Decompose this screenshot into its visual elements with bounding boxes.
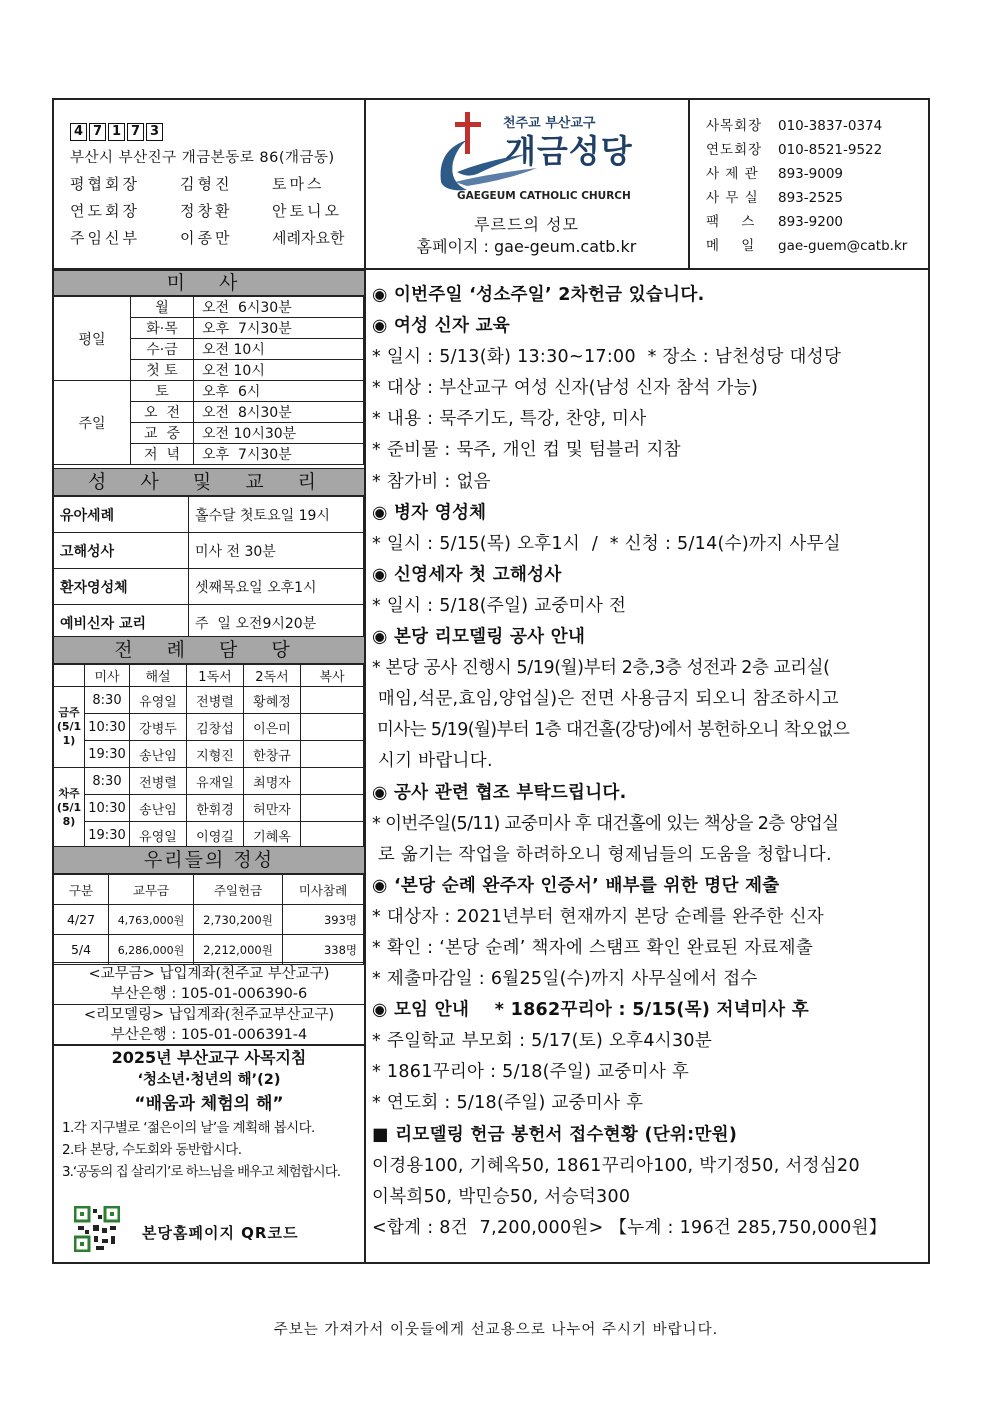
offering-table: 구분 교무금 주일헌금 미사참례 4/27 4,763,000원 2,730,200원 393명 5/4 6,286,000원 2,212,000원 338명 [54, 874, 364, 965]
notice-line: * 일시 : 5/13(화) 13:30~17:00 * 장소 : 남천성당 대성당 [372, 347, 842, 368]
mass-schedule-table: 평일 월 오전 6시30분 화·목 오후 7시30분 수·금 오전 10시 첫 토 오전 10시 주일 토 오후 6시 오 전 오전 8시30분 교 중 오전 10시30분 저 녁 오후 7시30분 [54, 296, 364, 465]
mass-section-title: 미 사 [54, 270, 364, 296]
notices [366, 270, 930, 1244]
contact-row: 사목회장 010-3837-0374 [706, 118, 883, 134]
notice-line: 미사는 5/19(월)부터 1층 대건홀(강당)에서 봉헌하오니 착오없으 [372, 720, 850, 741]
contact-list [690, 100, 930, 268]
tithe-account-number: 부산은행 : 105-01-006390-6 [110, 986, 308, 1002]
notice-heading: ◉ 신영세자 첫 고해성사 [372, 564, 562, 585]
contact-row: 사 무 실 893-2525 [706, 190, 843, 206]
notice-line: * 제출마감일 : 6월25일(수)까지 사무실에서 접수 [372, 969, 758, 990]
bulletin-frame [52, 98, 930, 1264]
notice-heading: ◉ 공사 관련 협조 부탁드립니다. [372, 782, 627, 803]
footer-note: 주보는 가져가서 이웃들에게 선교용으로 나누어 주시기 바랍니다. [273, 1322, 719, 1338]
qr-code-icon[interactable] [74, 1206, 120, 1252]
guideline-title: 2025년 부산교구 사목지침 [111, 1048, 307, 1067]
weekday-label: 평일 [54, 297, 131, 381]
tithe-account-title: <교무금> 납입계좌(천주교 부산교구) [88, 966, 330, 982]
notice-heading: ◉ 여성 신자 교육 [372, 316, 510, 337]
notice-line: * 주일학교 부모회 : 5/17(토) 오후4시30분 [372, 1031, 713, 1052]
parish-info [54, 100, 364, 268]
offering-section-title: 우리들의 정성 [54, 846, 364, 874]
person-row: 주임신부 이종만 세례자요한 [70, 229, 345, 247]
notice-line: * 대상자 : 2021년부터 현재까지 본당 순례를 완주한 신자 [372, 906, 824, 927]
notice-line: 로 옮기는 작업을 하려하오니 형제님들의 도움을 청합니다. [372, 844, 832, 865]
notice-line: * 일시 : 5/18(주일) 교중미사 전 [372, 595, 627, 616]
notice-heading: ◉ ‘본당 순례 완주자 인증서’ 배부를 위한 명단 제출 [372, 875, 780, 896]
notice-heading: ◉ 병자 영성체 [372, 502, 487, 523]
notice-line: * 참가비 : 없음 [372, 471, 491, 492]
notice-line: <합계 : 8건 7,200,000원> 【누계 : 196건 285,750,000원】 [372, 1217, 887, 1238]
accounts-block [54, 962, 364, 1047]
sunday-label: 주일 [54, 381, 131, 465]
pastoral-guideline [54, 1044, 364, 1266]
homepage-url[interactable]: 홈페이지 : gae-geum.catb.kr [416, 237, 637, 256]
address: 부산시 부산진구 개금본동로 86(개금동) [70, 150, 335, 166]
sacraments-section-title: 성 사 및 교 리 [54, 468, 364, 496]
notice-line: 시기 바랍니다. [372, 751, 493, 772]
person-row: 연도회장 정창환 안토니오 [70, 202, 342, 220]
guideline-item: 1.각 지구별로 ‘젊은이의 날’을 계획해 봅시다. [62, 1120, 315, 1136]
notice-line: 이경용100, 기혜옥50, 1861꾸리아100, 박기정50, 서정심20 [372, 1155, 860, 1176]
notice-line: * 본당 공사 진행시 5/19(월)부터 2층,3층 성전과 2층 교리실( [372, 658, 830, 679]
parish-english-name: GAEGEUM CATHOLIC CHURCH [457, 190, 631, 202]
patron-saint: 루르드의 성모 [474, 215, 579, 234]
remodel-account-title: <리모델링> 납입계좌(천주교부산교구) [54, 1004, 364, 1025]
guideline-item: 2.타 본당, 수도회와 동반합시다. [62, 1142, 242, 1158]
qr-code-label: 본당홈페이지 QR코드 [142, 1224, 299, 1242]
liturgy-section-title: 전 례 담 당 [54, 636, 364, 664]
guideline-item: 3.‘공동의 집 살리기’로 하느님을 배우고 체험합시다. [62, 1164, 341, 1180]
sacraments-table: 유아세례 홀수달 첫토요일 19시 고해성사 미사 전 30분 환자영성체 셋째목요일 오후1시 예비신자 교리 주 일 오전9시20분 [54, 496, 364, 641]
notice-line: * 일시 : 5/15(목) 오후1시 / * 신청 : 5/14(수)까지 사무실 [372, 533, 841, 554]
notice-heading: ■ 리모델링 헌금 봉헌서 접수현황 (단위:만원) [372, 1124, 738, 1145]
this-week-label: 금주(5/11) [54, 687, 85, 768]
notice-line: * 준비물 : 묵주, 개인 컵 및 텀블러 지참 [372, 440, 681, 461]
diocese-name: 천주교 부산교구 [503, 116, 596, 131]
notice-heading: ◉ 모임 안내 * 1862꾸리아 : 5/15(목) 저녁미사 후 [372, 1000, 809, 1021]
notice-line: * 내용 : 묵주기도, 특강, 찬양, 미사 [372, 409, 647, 430]
contact-row[interactable]: 메 일 gae-guem@catb.kr [706, 238, 908, 254]
contact-row: 사 제 관 893-9009 [706, 166, 843, 182]
person-row: 평협회장 김형진 토마스 [70, 175, 325, 193]
guideline-motto: “배움과 체험의 해” [134, 1094, 284, 1114]
notice-line: * 확인 : ‘본당 순례’ 책자에 스탬프 확인 완료된 자료제출 [372, 937, 814, 958]
remodel-account-number: 부산은행 : 105-01-006391-4 [110, 1027, 308, 1043]
notice-line: * 1861꾸리아 : 5/18(주일) 교중미사 후 [372, 1062, 690, 1083]
notice-line: 이복희50, 박민승50, 서승덕300 [372, 1186, 631, 1207]
guideline-subtitle: ‘청소년·청년의 해’(2) [137, 1072, 281, 1088]
parish-name: 개금성당 [505, 132, 633, 170]
contact-row: 연도회장 010-8521-9522 [706, 142, 883, 158]
postal-code: 4 7 1 7 3 [70, 123, 163, 141]
notice-heading: ◉ 이번주일 ‘성소주일’ 2차헌금 있습니다. [372, 285, 705, 305]
notice-line: * 연도회 : 5/18(주일) 교중미사 후 [372, 1093, 644, 1114]
parish-logo-block [365, 100, 688, 268]
contact-row: 팩 스 893-9200 [706, 214, 843, 230]
notice-line: * 이번주일(5/11) 교중미사 후 대건홀에 있는 책상을 2층 양업실 [372, 813, 839, 834]
notice-line: 매임,석문,효임,양업실)은 전면 사용금지 되오니 참조하시고 [372, 689, 839, 710]
next-week-label: 차주(5/18) [54, 768, 85, 849]
liturgy-table: 미사 해설 1독서 2독서 복사 금주(5/11) 8:30 유영일 전병렬 황혜정 10:30 강병두 김창섭 이은미 19:30 송난임 지형진 한창규 차주(5/18) 8:30 전병렬 유재일 최명자 10:30 송난임 한휘경 허만자 19:30 유영일 이영길 기혜옥 [54, 664, 364, 849]
notice-heading: ◉ 본당 리모델링 공사 안내 [372, 627, 586, 648]
notice-line: * 대상 : 부산교구 여성 신자(남성 신자 참석 가능) [372, 378, 759, 399]
